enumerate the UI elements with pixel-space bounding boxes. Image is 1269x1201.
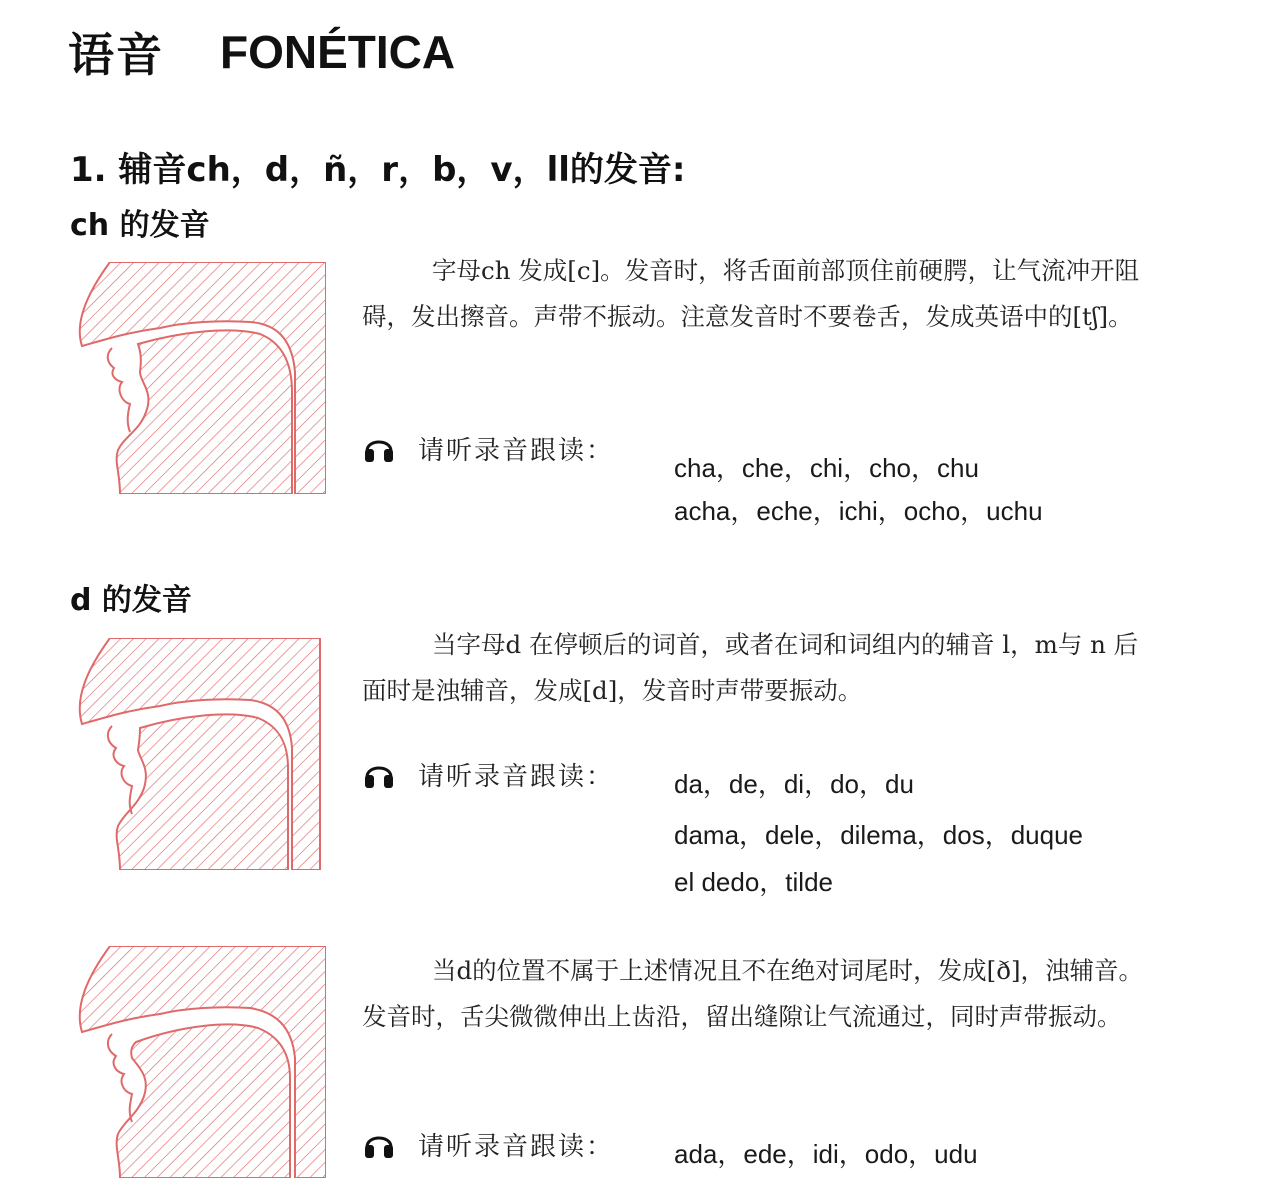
heading-spanish: FONÉTICA — [220, 26, 456, 78]
d-listen-row-2 — [362, 1124, 614, 1164]
heading-chinese: 语音 — [68, 28, 164, 82]
d-practice-line-1: da，de，di，do，du — [674, 769, 914, 799]
ch-practice-line-1: cha，che，chi，cho，chu — [674, 453, 979, 483]
ch-practice-line-2: acha，eche，ichi，ocho，uchu — [674, 496, 1043, 526]
d-practice-line-2: dama，dele，dilema，dos，duque — [674, 820, 1084, 850]
page-heading — [68, 22, 455, 82]
listen-label: 请听录音跟读： — [418, 435, 615, 466]
d-practice-line-3: el dedo，tilde — [674, 867, 833, 897]
ch-title: ch 的发音 — [70, 208, 210, 243]
d-listen-row-1 — [362, 754, 614, 794]
listen-label: 请听录音跟读： — [418, 761, 615, 792]
ch-mouth-diagram — [70, 262, 326, 494]
headphones-icon[interactable] — [362, 757, 396, 791]
headphones-icon[interactable] — [362, 431, 396, 465]
d-mouth-diagram-2 — [70, 946, 326, 1178]
section-title: 1. 辅音ch，d，ñ，r，b，v，ll的发音: — [70, 150, 686, 190]
headphones-icon[interactable] — [362, 1127, 396, 1161]
d-title: d 的发音 — [70, 583, 192, 618]
d-practice-line-4: ada，ede，idi，odo，udu — [674, 1139, 978, 1169]
d-mouth-diagram-1 — [70, 638, 326, 870]
listen-label: 请听录音跟读： — [418, 1131, 615, 1162]
d-paragraph-1: 当字母d 在停顿后的词首，或者在词和词组内的辅音 l，m与 n 后面时是浊辅音，发成[d]，发音时声带要振动。 — [362, 630, 1139, 705]
ch-listen-row — [362, 428, 614, 468]
d-paragraph-2: 当d的位置不属于上述情况且不在绝对词尾时，发成[ð]，浊辅音。发音时，舌尖微微伸出上齿沿，留出缝隙让气流通过，同时声带振动。 — [362, 956, 1144, 1031]
ch-paragraph: 字母ch 发成[c]。发音时，将舌面前部顶住前硬腭，让气流冲开阻碍，发出擦音。声带不振动。注意发音时不要卷舌，发成英语中的[tʃ]。 — [362, 256, 1140, 331]
